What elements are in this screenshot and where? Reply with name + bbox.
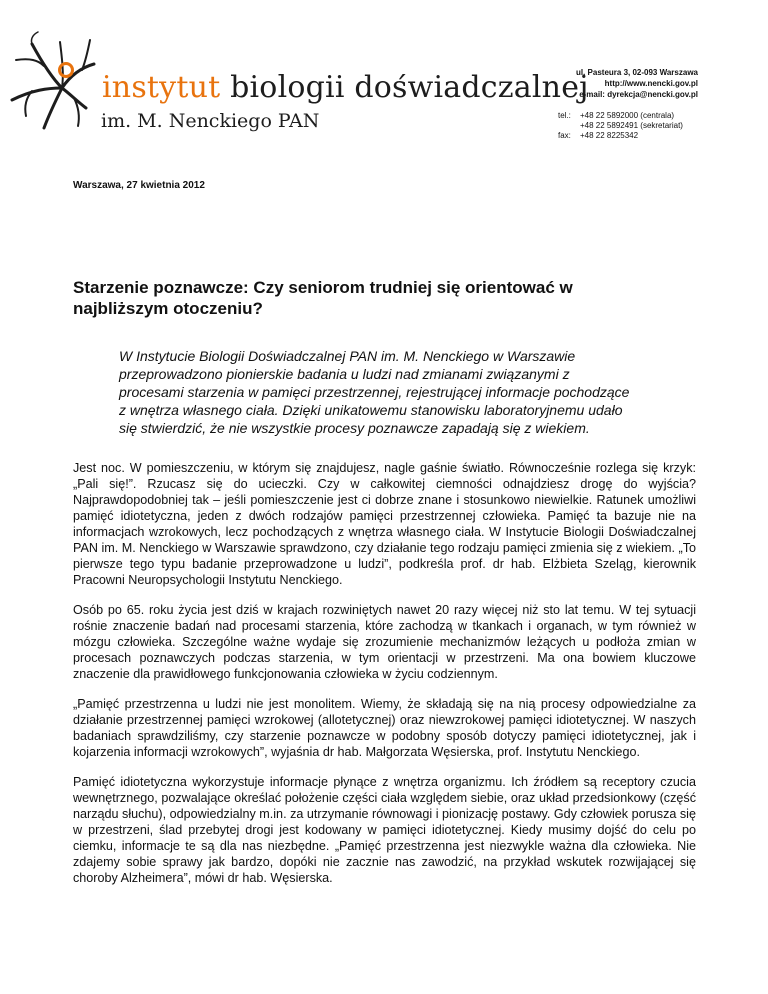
- body-paragraph: Osób po 65. roku życia jest dziś w krajach rozwiniętych nawet 20 razy więcej niż sto lat temu. W tej sytuacji rośnie znaczenie badań nad procesami starzenia, które zachodzą w tkankach i organach, w tym również w mózgu człowieka. Szczególne ważne wydaje się zrozumienie mechanizmów leżących u podłoża zmian w procesach poznawczych podczas starzenia, w tym orientacji w przestrzeni. Ma ona bowiem kluczowe znaczenie dla prawidłowego funkcjonowania człowieka w życiu codziennym.: [73, 603, 696, 681]
- contact-value: +48 22 5892000 (centrala): [580, 111, 675, 120]
- contact-label: [558, 121, 580, 131]
- neuron-icon: [4, 30, 114, 130]
- contact-label: tel.:: [558, 111, 571, 120]
- body-paragraph: Jest noc. W pomieszczeniu, w którym się znajdujesz, nagle gaśnie światło. Równocześnie rozlega się krzyk: „Pali się!”. Rzucasz się do ucieczki. Czy w całkowitej ciemności odnajdziesz drogę do wyjścia? Najprawdopodobniej tak – jeśli pomieszczenie jest ci dobrze znane i stosunkowo niewielkie. Ratunek umożliwi pamięć idiotetyczna, jeden z dwóch rodzajów pamięci przestrzennej człowieka. Pamięć ta bazuje nie na informacjach wzrokowych, lecz pochodzących z wnętrza własnego ciała. W Instytucie Biologii Doświadczalnej PAN im. M. Nenckiego w Warszawie sprawdzono, czy działanie tego rodzaju pamięci zmienia się z wiekiem. „To pierwsze tego typu badanie przeprowadzone u ludzi”, podkreśla prof. dr hab. Elżbieta Szeląg, kierownik Pracowni Neuropsychologii Instytutu Nenckiego.: [73, 461, 696, 587]
- logo-text-line1: [102, 70, 589, 105]
- lead-paragraph: W Instytucie Biologii Doświadczalnej PAN im. M. Nenckiego w Warszawie przeprowadzono pionierskie badania u ludzi nad zmianami związanymi z procesami starzenia w pamięci przestrzennej, rejestrującej informacje pochodzące z wnętrza własnego ciała. Dzięki unikatowemu stanowisku laboratoryjnemu udało się stwierdzić, że nie wszystkie procesy poznawcze zapadają się z wiekiem.: [119, 348, 630, 436]
- address-email: e-mail: dyrekcja@nencki.gov.pl: [579, 90, 698, 99]
- body-paragraph: Pamięć idiotetyczna wykorzystuje informacje płynące z wnętrza organizmu. Ich źródłem są receptory czucia wewnętrznego, pozwalające określać położenie części ciała względem siebie, oraz układ przedsionkowy (część narządu słuchu), odpowiedzialny m.in. za utrzymanie równowagi i pionizację postawy. Gdy człowiek porusza się w przestrzeni, ślad przebytej drogi jest kodowany w pamięci idiotetycznej. Kiedy musimy dojść do celu po ciemku, informacje te są dla nas niezbędne. „Pamięć przestrzenna jest niezwykle ważna dla człowieka. Nie zdajemy sobie sprawy jak bardzo, dopóki nie zacznie nas zawodzić, na przykład wskutek rozwijającej się choroby Alzheimera”, mówi dr hab. Węsierska.: [73, 775, 696, 885]
- contact-row: [558, 111, 683, 121]
- address-street: ul. Pasteura 3, 02-093 Warszawa: [576, 68, 698, 77]
- contact-label: fax:: [558, 131, 571, 140]
- contact-row: [558, 121, 683, 131]
- institute-address: [576, 67, 698, 100]
- document-title: Starzenie poznawcze: Czy seniorom trudniej się orientować w najbliższym otoczeniu?: [73, 278, 573, 318]
- contact-numbers: [558, 111, 683, 141]
- logo-text-rest: biologii doświadczalnej: [230, 70, 589, 105]
- contact-value: +48 22 8225342: [580, 131, 639, 140]
- document-date: Warszawa, 27 kwietnia 2012: [73, 180, 205, 191]
- contact-row: [558, 131, 683, 141]
- logo-text-line2: im. M. Nenckiego PAN: [101, 110, 320, 132]
- article-body: [73, 460, 696, 900]
- logo-accent-word: instytut: [102, 70, 221, 105]
- address-website: http://www.nencki.gov.pl: [604, 79, 698, 88]
- contact-value: +48 22 5892491 (sekretariat): [580, 121, 683, 130]
- body-paragraph: „Pamięć przestrzenna u ludzi nie jest monolitem. Wiemy, że składają się na nią procesy odpowiedzialne za działanie przestrzennej pamięci wzrokowej (allotetycznej) oraz niewzrokowej pamięci idiotetycznej. W naszych badaniach sprawdziliśmy, czy starzenie poznawcze w podobny sposób dotyczy pamięci idiotetycznej, jak i kojarzenia informacji wzrokowych”, wyjaśnia dr hab. Małgorzata Węsierska, prof. Instytutu Nenckiego.: [73, 697, 696, 759]
